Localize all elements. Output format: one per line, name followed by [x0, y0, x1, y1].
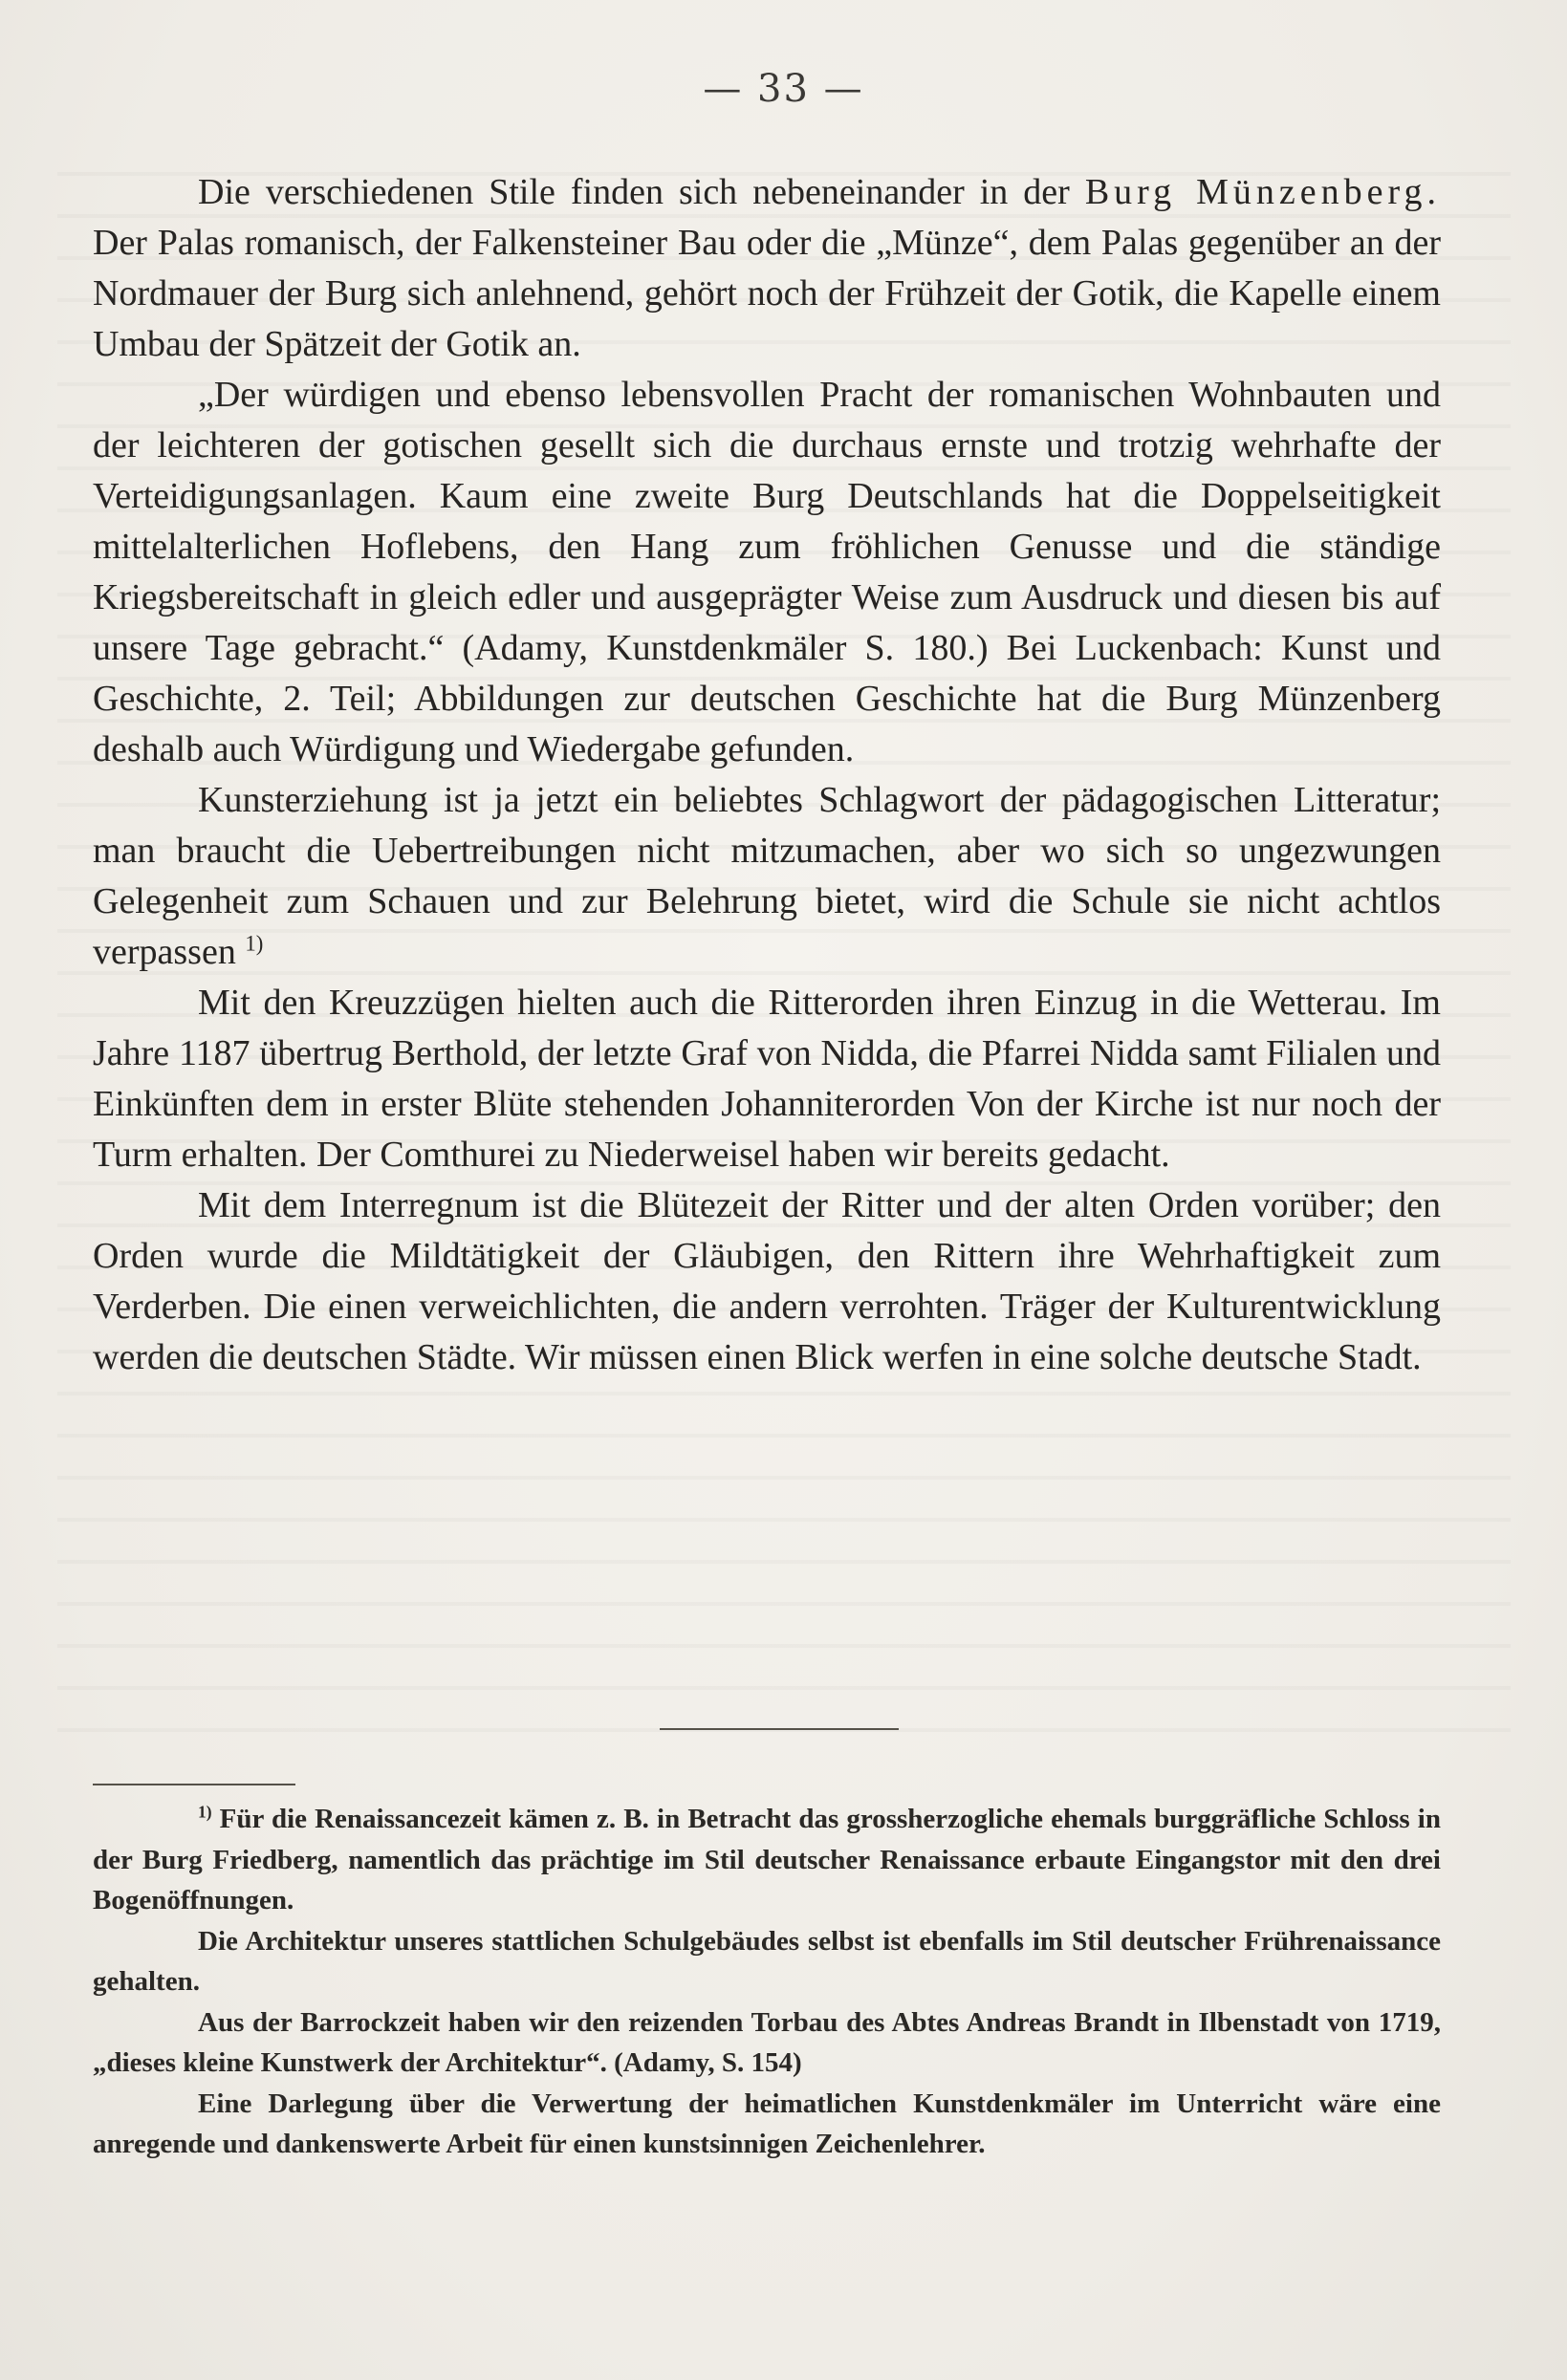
paragraph-interregnum	[93, 1180, 1441, 1383]
section-divider	[660, 1728, 899, 1730]
footnote-text: Eine Darlegung über die Verwertung der heimatlichen Kunstdenkmäler im Unterricht wäre eine anregende und dankenswerte Arbeit für einen kunstsinnigen Zeichenlehrer.	[93, 2088, 1441, 2159]
footnote-marker: 1)	[198, 1802, 212, 1822]
spaced-emphasis: Burg Münzenberg.	[1084, 172, 1442, 212]
footnote-architektur	[93, 1921, 1441, 2002]
paragraph-kunsterziehung	[93, 775, 1441, 978]
paragraph-text: Mit dem Interregnum ist die Blütezeit der Ritter und der alten Orden vorüber; den Orden wurde die Mildtätigkeit der Gläubigen, den Rittern ihre Wehrhaftigkeit zum Verderben. Die einen verweichlichten, die andern verrohten. Träger der Kulturentwicklung werden die deutschen Städte. Wir müssen einen Blick werfen in eine solche deutsche Stadt.	[93, 1185, 1441, 1377]
paragraph-burg-muenzenberg	[93, 167, 1441, 370]
paragraph-text: Die verschiedenen Stile finden sich nebeneinander in der	[198, 172, 1085, 212]
footnote-darlegung	[93, 2084, 1441, 2165]
paragraph-text: Der Palas romanisch, der Falkensteiner Bau oder die „Münze“, dem Palas gegenüber an der Nordmauer der Burg sich anlehnend, gehört noch der Frühzeit der Gotik, die Kapelle einem Umbau der Spätzeit der Gotik an.	[93, 223, 1441, 364]
paragraph-kreuzzuege	[93, 978, 1441, 1180]
paragraph-text: „Der würdigen und ebenso lebensvollen Pracht der romanischen Wohnbauten und der leichteren der gotischen gesellt sich die durchaus ernste und trotzig wehrhafte der Verteidigungsanlagen. Kaum eine zweite Burg Deutschlands hat die Doppelseitigkeit mittelalterlichen Hoflebens, den Hang zum fröhlichen Genusse und die ständige Kriegsbereitschaft in gleich edler und ausgeprägter Weise zum Ausdruck und diesen bis auf unsere Tage gebracht.“ (Adamy, Kunstdenkmäler S. 180.) Bei Luckenbach: Kunst und Geschichte, 2. Teil; Abbildungen zur deutschen Geschichte hat die Burg Münzenberg deshalb auch Würdigung und Wiedergabe gefunden.	[93, 375, 1441, 769]
paragraph-text: Kunsterziehung ist ja jetzt ein beliebtes Schlagwort der pädagogischen Litteratur; man braucht die Uebertreibungen nicht mitzumachen, aber wo sich so ungezwungen Gelegenheit zum Schauen und zur Belehrung bietet, wird die Schule sie nicht achtlos verpassen	[93, 780, 1441, 972]
footnote-1	[93, 1799, 1441, 1921]
page-number: — 33 —	[703, 67, 864, 111]
footnotes	[93, 1799, 1441, 2165]
main-text	[93, 167, 1441, 1383]
footnote-barrockzeit	[93, 2002, 1441, 2084]
footnote-text: Aus der Barrockzeit haben wir den reizenden Torbau des Abtes Andreas Brandt in Ilbenstadt von 1719, „dieses kleine Kunstwerk der Architektur“. (Adamy, S. 154)	[93, 2006, 1441, 2078]
footnote-text: Für die Renaissancezeit kämen z. B. in Betracht das grossherzogliche ehemals burggräfliche Schloss in der Burg Friedberg, namentlich das prächtige im Stil deutscher Renaissance erbaute Eingangstor mit den drei Bogenöffnungen.	[93, 1804, 1441, 1915]
paragraph-quote-adamy	[93, 370, 1441, 775]
paragraph-text: Mit den Kreuzzügen hielten auch die Ritterorden ihren Einzug in die Wetterau. Im Jahre 1187 übertrug Berthold, der letzte Graf von Nidda, die Pfarrei Nidda samt Filialen und Einkünften dem in erster Blüte stehenden Johanniterorden Von der Kirche ist nur noch der Turm erhalten. Der Comthurei zu Niederweisel haben wir bereits gedacht.	[93, 983, 1441, 1175]
footnote-rule	[93, 1784, 295, 1785]
footnote-reference: 1)	[245, 931, 264, 956]
footnote-text: Die Architektur unseres stattlichen Schulgebäudes selbst ist ebenfalls im Stil deutscher Frührenaissance gehalten.	[93, 1925, 1441, 1997]
